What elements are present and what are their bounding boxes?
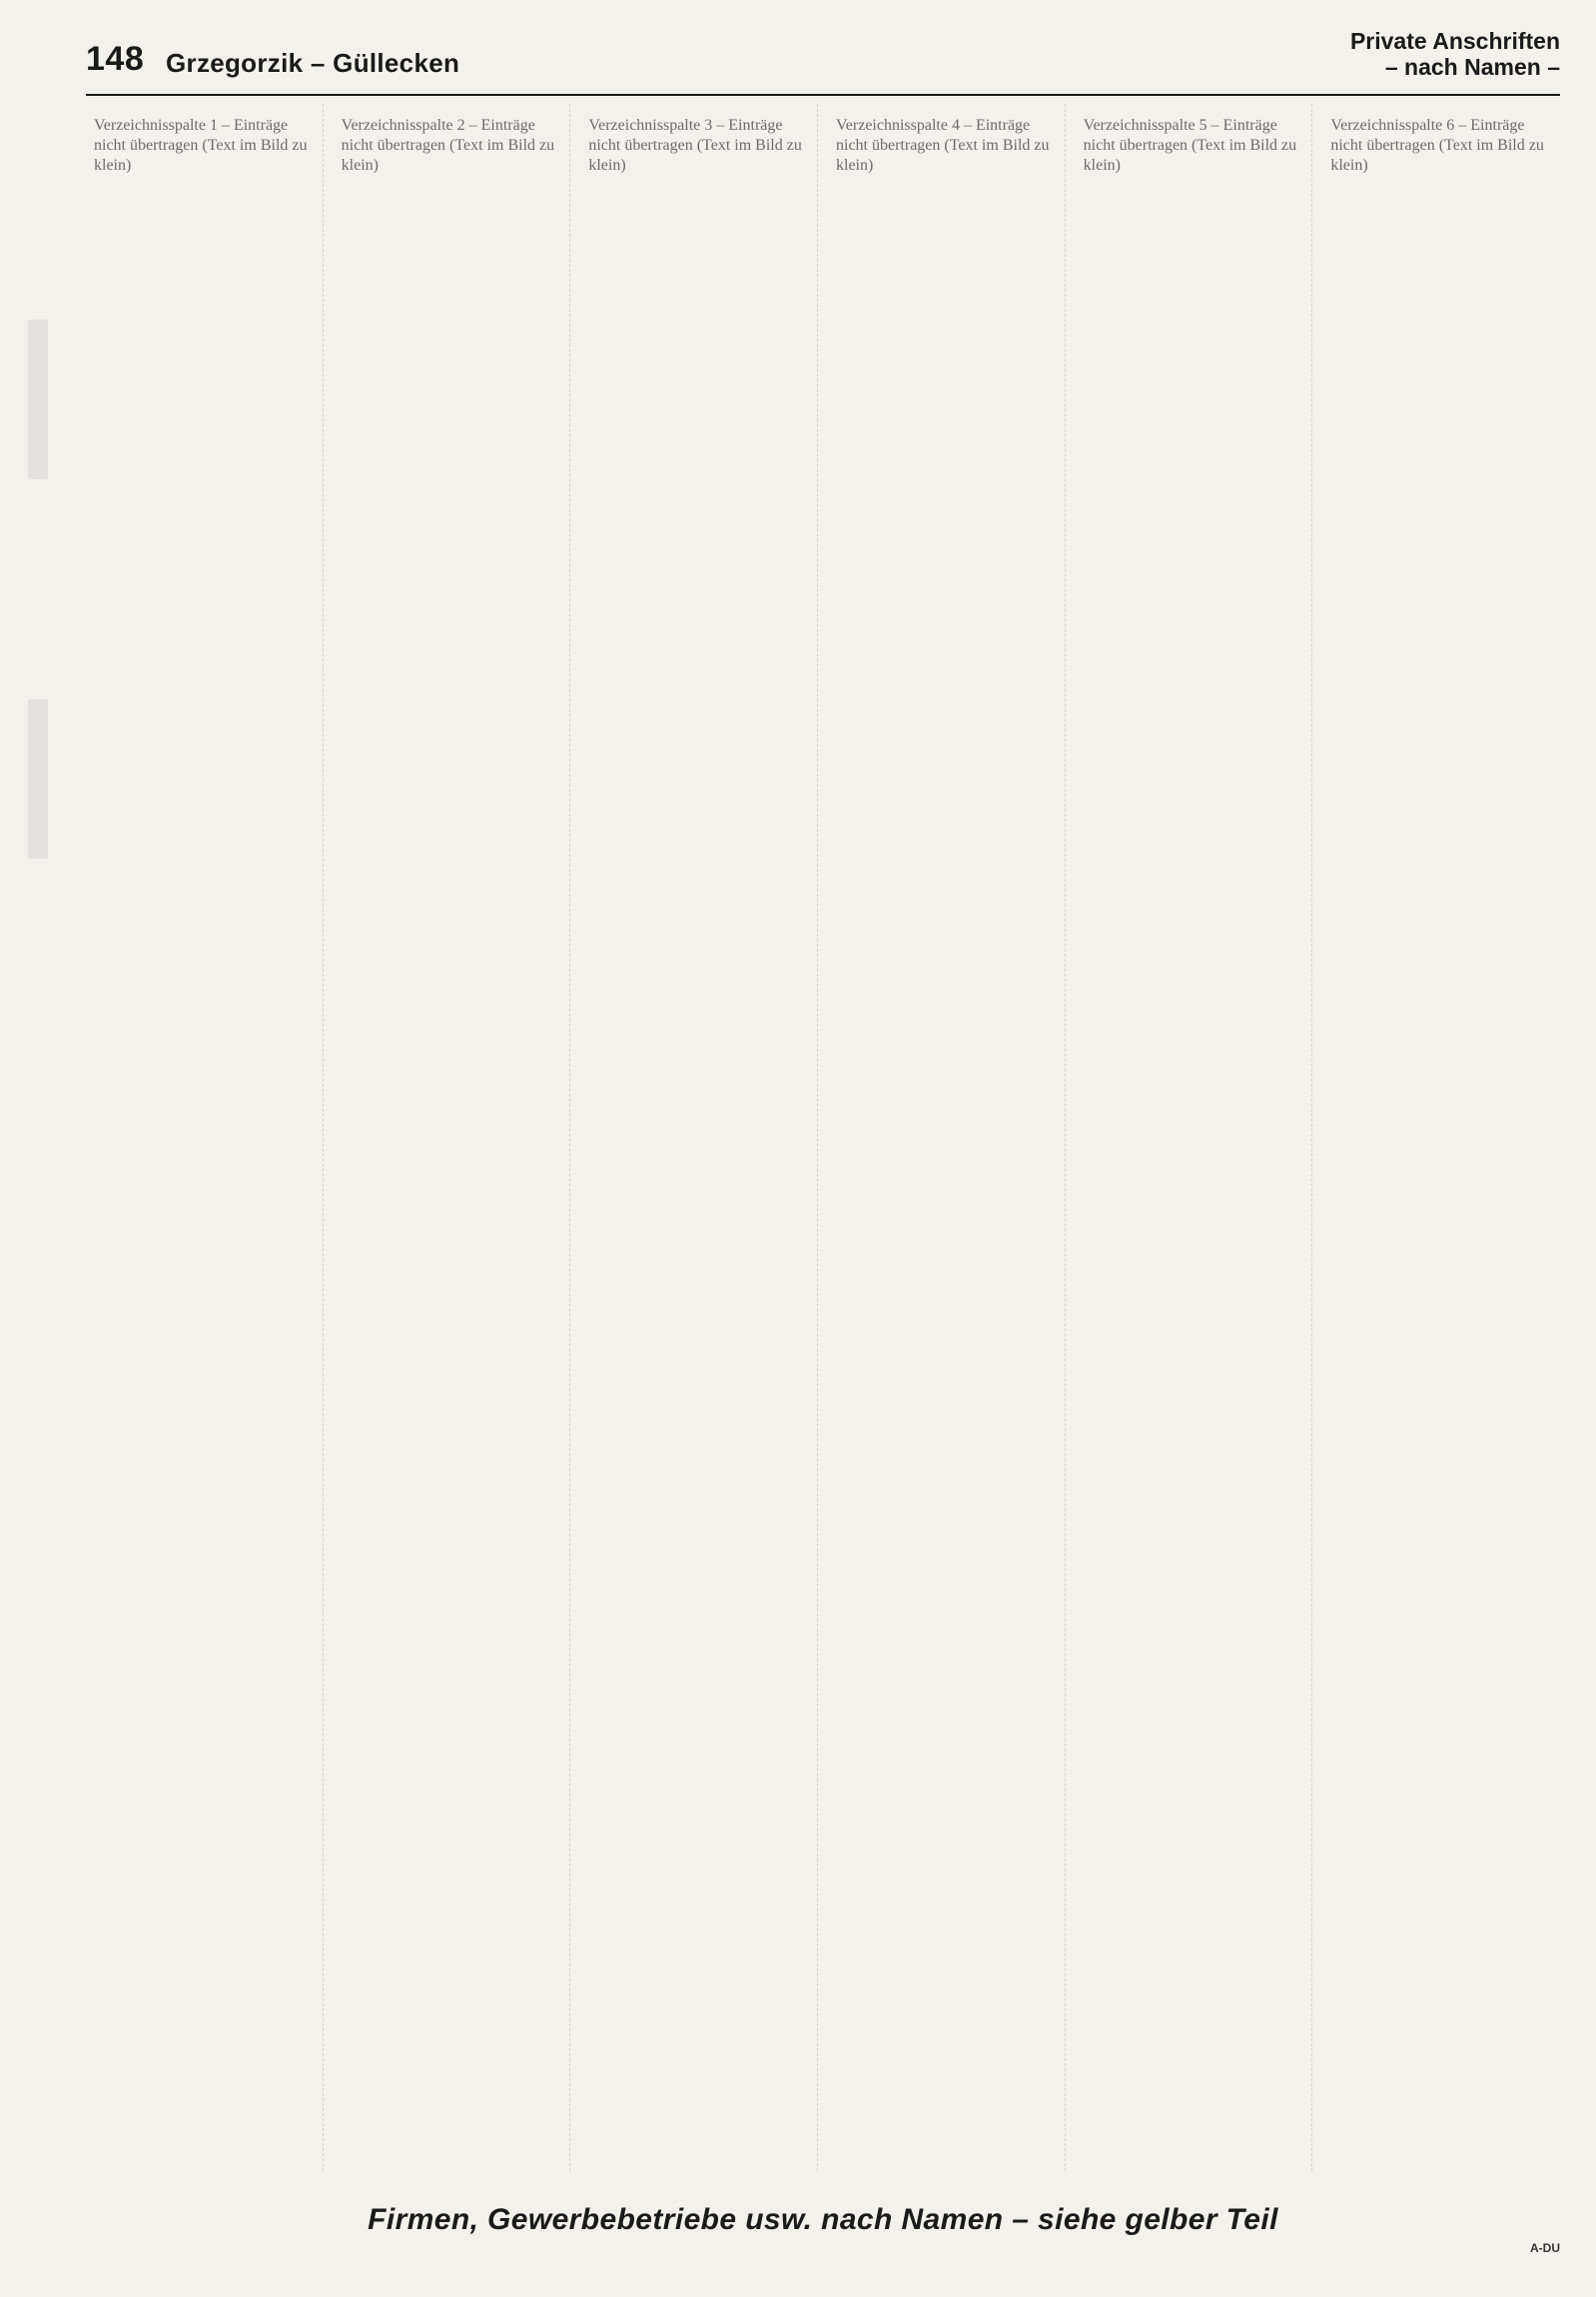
margin-mark <box>28 320 48 479</box>
directory-column-5 <box>1076 104 1313 2171</box>
directory-columns <box>86 104 1560 2171</box>
section-title-line-1: Private Anschriften <box>1349 28 1560 54</box>
directory-column-placeholder: Verzeichnisspalte 3 – Einträge nicht übertragen (Text im Bild zu klein) <box>588 117 802 174</box>
margin-mark <box>28 699 48 859</box>
directory-column-placeholder: Verzeichnisspalte 2 – Einträge nicht übertragen (Text im Bild zu klein) <box>341 117 555 174</box>
directory-column-2 <box>334 104 571 2171</box>
footer-note: Firmen, Gewerbebetriebe usw. nach Namen – siehe gelber Teil <box>368 2203 1278 2236</box>
section-title <box>1350 28 1560 80</box>
directory-column-placeholder: Verzeichnisspalte 5 – Einträge nicht übertragen (Text im Bild zu klein) <box>1083 117 1297 174</box>
page-header <box>86 28 1560 92</box>
directory-column-4 <box>828 104 1066 2171</box>
directory-column-placeholder: Verzeichnisspalte 1 – Einträge nicht übertragen (Text im Bild zu klein) <box>94 117 308 174</box>
header-rule <box>86 94 1560 96</box>
directory-column-placeholder: Verzeichnisspalte 4 – Einträge nicht übertragen (Text im Bild zu klein) <box>836 117 1050 174</box>
page-footer <box>86 2193 1560 2257</box>
name-range: Grzegorzik – Güllecken <box>166 48 460 78</box>
directory-column-1 <box>86 104 324 2171</box>
page-number: 148 <box>86 40 145 78</box>
footer-code: A-DU <box>1530 2241 1560 2255</box>
directory-column-placeholder: Verzeichnisspalte 6 – Einträge nicht übertragen (Text im Bild zu klein) <box>1330 117 1544 174</box>
directory-column-3 <box>580 104 818 2171</box>
left-margin <box>20 140 60 2137</box>
section-title-line-2: – nach Namen – <box>1384 54 1560 80</box>
directory-column-6 <box>1322 104 1560 2171</box>
